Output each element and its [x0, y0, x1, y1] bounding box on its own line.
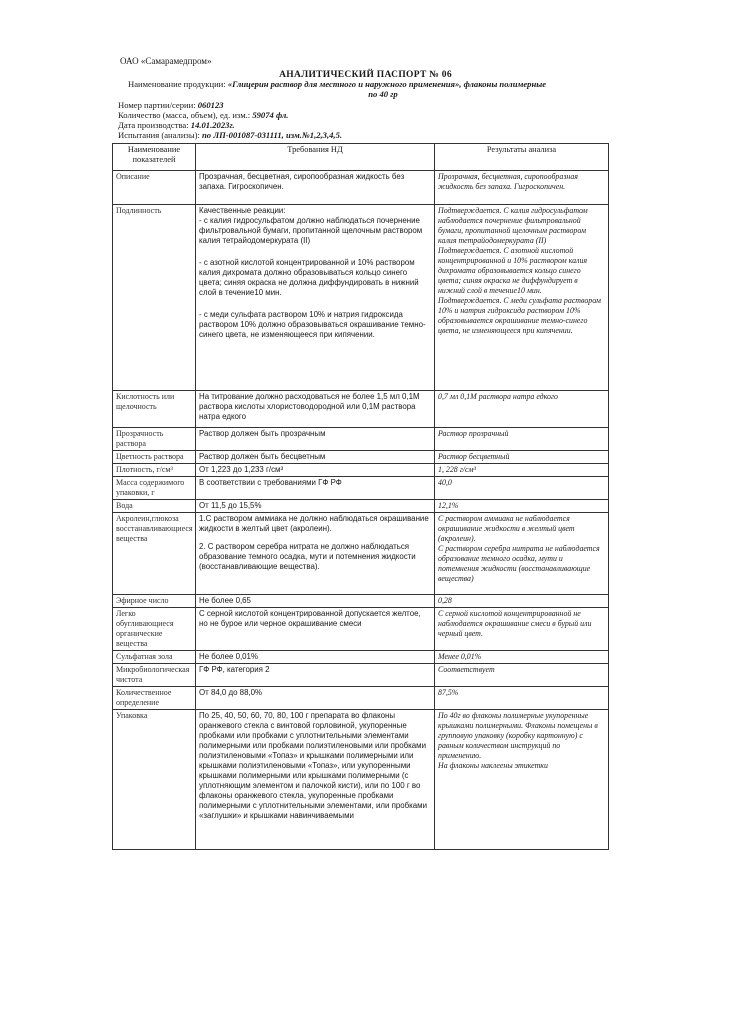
- indicator-name: Упаковка: [113, 710, 196, 850]
- meta-label: Номер партии/серии:: [118, 100, 196, 110]
- result-text: С раствором аммиака не наблюдается окрашивание жидкости в желтый цвет (акролеин).: [438, 514, 575, 543]
- table-row: [113, 428, 609, 451]
- quantity-row: [118, 110, 342, 120]
- indicator-name: Прозрачность раствора: [113, 428, 196, 451]
- batch-number-row: [118, 100, 342, 110]
- product-line: [128, 79, 608, 99]
- table-row: [113, 710, 609, 850]
- requirement-cell: [196, 664, 435, 687]
- table-row: [113, 651, 609, 664]
- requirement-cell: [196, 391, 435, 428]
- result-text: Раствор прозрачный: [438, 429, 509, 438]
- document-title: АНАЛИТИЧЕСКИЙ ПАСПОРТ № 06: [279, 70, 452, 80]
- requirement-cell: [196, 595, 435, 608]
- requirement-text: 1.С раствором аммиака не должно наблюдаться окрашивание жидкости в желтый цвет (акролеин).: [199, 514, 429, 533]
- result-text: Соответствует: [438, 665, 495, 674]
- requirement-text: С серной кислотой концентрированной допускается желтое, но не бурое или черное окрашивание смеси: [199, 609, 421, 628]
- meta-value: 14.01.2023г.: [190, 120, 235, 130]
- meta-value: 060123: [197, 100, 224, 110]
- result-cell: [435, 608, 609, 651]
- meta-label: Испытания (анализы):: [118, 130, 200, 140]
- table-row: [113, 477, 609, 500]
- result-cell: [435, 205, 609, 391]
- requirement-text: Качественные реакции:: [199, 206, 286, 215]
- result-text: 1, 228 г/см³: [438, 465, 476, 474]
- requirement-text: ГФ РФ, категория 2: [199, 665, 270, 674]
- requirement-text: На титрование должно расходоваться не более 1,5 мл 0,1М раствора кислоты хлористоводородной или 0,1М раствора натра едкого: [199, 392, 420, 421]
- indicator-name: Сульфатная зола: [113, 651, 196, 664]
- meta-value: по ЛП-001087-031111, изм.№1,2,3,4,5.: [202, 130, 343, 140]
- indicator-name: Кислотность или щелочность: [113, 391, 196, 428]
- requirement-cell: [196, 477, 435, 500]
- result-cell: [435, 500, 609, 513]
- product-value: «Глицерин раствор для местного и наружного применения», флаконы полимерные: [227, 79, 547, 89]
- requirement-text: Не более 0,65: [199, 596, 251, 605]
- product-value-cont: по 40 гр: [368, 89, 398, 99]
- result-cell: [435, 595, 609, 608]
- indicator-name: Микробиологическая чистота: [113, 664, 196, 687]
- table-row: [113, 513, 609, 595]
- result-cell: [435, 477, 609, 500]
- organization-name: ОАО «Самарамедпром»: [120, 56, 212, 66]
- production-date-row: [118, 120, 342, 130]
- requirement-cell: [196, 651, 435, 664]
- requirement-text: От 11,5 до 15,5%: [199, 501, 262, 510]
- product-label: Наименование продукции:: [128, 79, 226, 89]
- header-requirements: Требования НД: [196, 144, 435, 171]
- requirement-cell: [196, 710, 435, 850]
- result-text: Раствор бесцветный: [438, 452, 510, 461]
- result-text: 12,1%: [438, 501, 459, 510]
- table-row: [113, 664, 609, 687]
- requirement-text: По 25, 40, 50, 60, 70, 80, 100 г препарата во флаконы оранжевого стекла с винтовой горловиной, укупоренные пробками или пробками с уплотнительными элементами полимерными или пробками полиэтиленовыми или пробками полиэтиленовыми «Топаз» и крышками полимерными или крышками полиэтиленовыми «Топаз», или укупоренными крышками полимерными или крышками полимерными (с уплотняющим элементом и палочкой кисти), или по 100 г во флаконы оранжевого стекла, укупоренные пробками полимерными с уплотнительными элементами, или пробками «заглушки» и крышками навинчиваемыми: [199, 711, 427, 820]
- table-row: [113, 595, 609, 608]
- requirement-cell: [196, 451, 435, 464]
- result-cell: [435, 687, 609, 710]
- indicator-name: Плотность, г/см³: [113, 464, 196, 477]
- table-row: [113, 205, 609, 391]
- requirement-cell: [196, 428, 435, 451]
- table-row: [113, 464, 609, 477]
- requirement-cell: [196, 205, 435, 391]
- table-row: [113, 687, 609, 710]
- indicator-name: Вода: [113, 500, 196, 513]
- indicator-name: Масса содержимого упаковки, г: [113, 477, 196, 500]
- requirement-text: В соответствии с требованиями ГФ РФ: [199, 478, 342, 487]
- requirement-text: От 1,223 до 1,233 г/см³: [199, 465, 284, 474]
- result-text: 87,5%: [438, 688, 459, 697]
- indicator-name: Цветность раствора: [113, 451, 196, 464]
- result-cell: [435, 651, 609, 664]
- meta-label: Количество (масса, объем), ед. изм.:: [118, 110, 251, 120]
- result-cell: [435, 664, 609, 687]
- indicator-name: Описание: [113, 171, 196, 205]
- table-row: [113, 451, 609, 464]
- result-cell: [435, 710, 609, 850]
- result-text: С раствором серебра нитрата не наблюдается образование темного осадка, мути и потемнения жидкости (восстанавливающие вещества): [438, 544, 600, 583]
- result-text: Подтверждается. С меди сульфата раствором 10% и натрия гидроксида раствором 10% образовывается окрашивание темно-синего цвета, не изменяющееся при кипячении.: [438, 296, 601, 335]
- requirement-text: Не более 0,01%: [199, 652, 258, 661]
- requirement-cell: [196, 464, 435, 477]
- result-text: Менее 0,01%: [438, 652, 482, 661]
- result-text: На флаконы наклеены этикетки: [438, 761, 548, 770]
- requirement-text: - с азотной кислотой концентрированной и 10% раствором калия дихромата должно образовываться кольцо синего цвета; синяя окраска не должна диффундировать в нижний слой в течение10 мин.: [199, 258, 419, 297]
- meta-label: Дата производства:: [118, 120, 189, 130]
- result-cell: [435, 513, 609, 595]
- requirement-cell: [196, 513, 435, 595]
- result-text: Подтверждается. С калия гидросульфатом наблюдается почернение фильтровальной бумаги, пропитанной щелочным раствором калия тетрайодомеркурата (II): [438, 206, 588, 245]
- tests-row: [118, 130, 342, 140]
- requirement-cell: [196, 171, 435, 205]
- result-text: 0,28: [438, 596, 452, 605]
- header-name: Наименование показателей: [113, 144, 196, 171]
- result-text: 0,7 мл 0,1М раствора натра едкого: [438, 392, 558, 401]
- requirement-text: - с калия гидросульфатом должно наблюдаться почернение фильтровальной бумаги, пропитанной щелочным раствором калия тетрайодомеркурата (II): [199, 216, 423, 245]
- requirement-text: От 84,0 до 88,0%: [199, 688, 263, 697]
- requirement-text: Прозрачная, бесцветная, сиропообразная жидкость без запаха. Гигроскопичен.: [199, 172, 405, 191]
- requirement-cell: [196, 687, 435, 710]
- result-cell: [435, 391, 609, 428]
- indicator-name: Легко обугливающиеся органические вещества: [113, 608, 196, 651]
- table-row: [113, 171, 609, 205]
- indicator-name: Акролеин,глюкоза восстанавливающиеся вещества: [113, 513, 196, 595]
- requirement-text: Раствор должен быть прозрачным: [199, 429, 326, 438]
- table-row: [113, 500, 609, 513]
- requirement-text: 2. С раствором серебра нитрата не должно наблюдаться образование темного осадка, мути и потемнения жидкости (восстанавливающие вещества).: [199, 542, 416, 571]
- header-results: Результаты анализа: [435, 144, 609, 171]
- table-header-row: [113, 144, 609, 171]
- result-text: С серной кислотой концентрированной не наблюдается окрашивание смеси в бурый или черный цвет.: [438, 609, 592, 638]
- table-row: [113, 391, 609, 428]
- result-cell: [435, 464, 609, 477]
- result-text: Подтверждается. С азотной кислотой концентрированной и 10% раствором калия дихромата образовывается кольцо синего цвета; синяя окраска не диффундирует в нижний слой в течение10 мин.: [438, 246, 588, 295]
- indicator-name: Эфирное число: [113, 595, 196, 608]
- indicator-name: Подлинность: [113, 205, 196, 391]
- result-text: Прозрачная, бесцветная, сиропообразная жидкость без запаха. Гигроскопичен.: [438, 172, 578, 191]
- requirement-cell: [196, 500, 435, 513]
- result-text: 40,0: [438, 478, 452, 487]
- requirement-cell: [196, 608, 435, 651]
- table-row: [113, 608, 609, 651]
- result-text: По 40г во флаконы полимерные укупоренные крышками полимерными. Флаконы помещены в групповую упаковку (коробку картонную) с равным количеством инструкций по применению.: [438, 711, 598, 760]
- meta-value: 59074 фл.: [252, 110, 289, 120]
- requirement-text: - с меди сульфата раствором 10% и натрия гидроксида раствором 10% должно образовываться окрашивание темно-синего цвета, не изменяющееся при кипячении.: [199, 310, 426, 339]
- result-cell: [435, 428, 609, 451]
- batch-info: [118, 100, 342, 140]
- result-cell: [435, 451, 609, 464]
- indicator-name: Количественное определение: [113, 687, 196, 710]
- requirement-text: Раствор должен быть бесцветным: [199, 452, 326, 461]
- analysis-table: [112, 143, 609, 850]
- result-cell: [435, 171, 609, 205]
